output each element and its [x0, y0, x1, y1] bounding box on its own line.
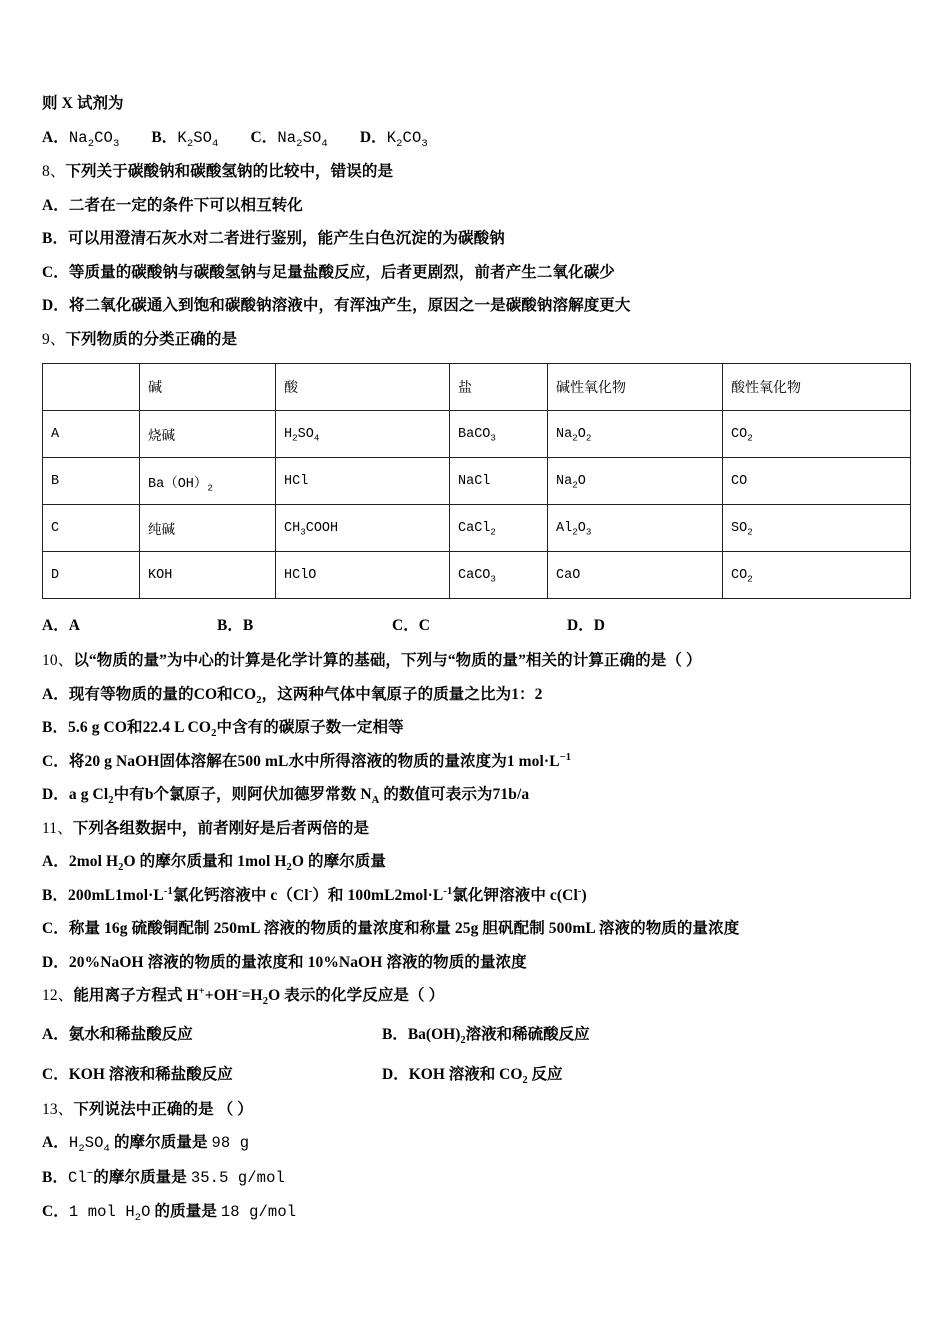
option-text: 氨水和稀盐酸反应 [68, 1025, 193, 1043]
question-10-text: 以“物质的量”为中心的计算是化学计算的基础，下列与“物质的量”相关的计算正确的是（ ） [73, 652, 702, 669]
cell-acidic-oxide: CO [723, 458, 911, 505]
row-label: C [43, 505, 140, 552]
row-label: B [43, 458, 140, 505]
question-9-number: 9、 [42, 330, 66, 348]
classification-table-wrapper [42, 363, 910, 599]
cell-acid: $CH_3COOH$ [276, 505, 450, 552]
option-label: A． [42, 1134, 69, 1151]
option-text: 二者在一定的条件下可以相互转化 [68, 196, 303, 214]
option-text: KOH 溶液和稀盐酸反应 [68, 1065, 233, 1083]
question-8-text: 下列关于碳酸钠和碳酸氢钠的比较中，错误的是 [65, 163, 394, 180]
cell-base: KOH [140, 552, 276, 599]
question-10-number: 10、 [42, 652, 74, 669]
table-row [43, 552, 911, 599]
question-12-number: 12、 [42, 987, 74, 1004]
option-label: A． [42, 853, 69, 870]
question-9-option-d[interactable]: D．D [567, 617, 605, 634]
question-11-option-c[interactable]: C．称量 16g 硫酸铜配制 250mL 溶液的物质的量浓度和称量 25g 胆矾配制 500mL 溶液的物质的量浓度 [42, 920, 740, 937]
question-13-option-b[interactable]: B．Cl−的摩尔质量是 35.5 g/mol [42, 1167, 285, 1187]
question-8-option-a[interactable] [42, 198, 910, 214]
cell-basic-oxide: $Na_2O_2$ [548, 411, 723, 458]
row-label: A [43, 411, 140, 458]
question-11-option-d[interactable]: D．20%NaOH 溶液的物质的量浓度和 10%NaOH 溶液的物质的量浓度 [42, 953, 527, 971]
option-label: B． [382, 1025, 408, 1043]
question-10-option-c[interactable]: C．将20 g NaOH固体溶解在500 mL水中所得溶液的物质的量浓度为1 $mol\cdot L^{-1}$ [42, 751, 572, 770]
cell-acid: HClO [276, 552, 450, 599]
question-13-stem [42, 1102, 910, 1118]
table-header-acidic-oxide: 酸性氧化物 [723, 364, 911, 411]
cell-acidic-oxide: $SO_2$ [723, 505, 911, 552]
option-label: C． [42, 752, 69, 770]
option-label: A． [42, 1025, 69, 1043]
page-content [42, 96, 910, 1239]
cell-acidic-oxide: $CO_2$ [723, 411, 911, 458]
question-8-option-d[interactable] [42, 298, 910, 314]
classification-table [42, 363, 911, 599]
option-label: C． [42, 1065, 69, 1083]
table-header-base: 碱 [140, 364, 276, 411]
question-9-stem [42, 332, 910, 348]
option-label: C． [42, 920, 69, 937]
question-13-number: 13、 [42, 1100, 74, 1118]
table-row [43, 458, 911, 505]
option-label: D． [382, 1065, 409, 1083]
option-label: C． [42, 263, 69, 281]
cell-basic-oxide: $Na_2O$ [548, 458, 723, 505]
table-header-basic-oxide: 碱性氧化物 [548, 364, 723, 411]
table-header-row [43, 364, 911, 411]
cell-base: 烧碱 [140, 411, 276, 458]
table-row [43, 505, 911, 552]
cell-basic-oxide: $Al_2O_3$ [548, 505, 723, 552]
question-10-stem [42, 653, 910, 669]
option-text: 可以用澄清石灰水对二者进行鉴别，能产生白色沉淀的为碳酸钠 [68, 230, 505, 247]
cell-salt: CaCl$_2$ [450, 505, 548, 552]
option-label: B． [42, 1168, 69, 1186]
question-9-text: 下列物质的分类正确的是 [65, 330, 238, 348]
table-header-salt: 盐 [450, 364, 548, 411]
question-9-answer-row [42, 613, 910, 635]
cell-salt: BaCO$_3$ [450, 411, 548, 458]
option-label: A． [42, 196, 69, 214]
question-8-option-c[interactable] [42, 265, 910, 281]
question-9-option-a[interactable]: A．A [42, 617, 80, 634]
q7-inline-options: A．$Na_2CO_3$ B．$K_2SO_4$ C．$Na_2SO_4$ D．$K_2CO_3$ [42, 128, 428, 150]
question-9-option-b[interactable]: B．B [217, 617, 254, 634]
option-text: 将二氧化碳通入到饱和碳酸钠溶液中，有浑浊产生，原因之一是碳酸钠溶解度更大 [68, 297, 631, 314]
question-8-option-b[interactable] [42, 231, 910, 247]
question-13-text: 下列说法中正确的是 （ ） [73, 1100, 253, 1118]
question-12-stem: 12、能用离子方程式 $H^++OH^-=H_2O$ 表示的化学反应是（ ） [42, 985, 445, 1008]
option-label: B． [42, 719, 69, 736]
row-label: D [43, 552, 140, 599]
table-row [43, 411, 911, 458]
table-header-blank [43, 364, 140, 411]
question-12-option-row-2 [42, 1062, 910, 1084]
option-label: C． [42, 1203, 69, 1220]
question-12-option-c[interactable] [42, 1062, 382, 1084]
question-11-stem [42, 821, 910, 837]
cell-basic-oxide: CaO [548, 552, 723, 599]
option-label: D． [42, 786, 69, 803]
option-label: A． [42, 685, 69, 703]
question-11-option-b[interactable]: B．$200mL1mol\cdot L^{-1}$氯化钙溶液中 c（Cl-）和 $100mL2mol\cdot L^{-1}$氯化钾溶液中 c(Cl-) [42, 885, 587, 904]
option-label: D． [42, 953, 69, 971]
cell-acid: $H_2SO_4$ [276, 411, 450, 458]
option-text: 等质量的碳酸钠与碳酸氢钠与足量盐酸反应，后者更剧烈，前者产生二氧化碳少 [68, 263, 615, 281]
cell-base: 纯碱 [140, 505, 276, 552]
question-12-option-b[interactable]: B．$Ba(OH)_2$溶液和稀硫酸反应 [382, 1025, 590, 1046]
cell-base: $Ba(OH)_2$ [140, 458, 276, 505]
cell-salt: NaCl [450, 458, 548, 505]
table-header-acid: 酸 [276, 364, 450, 411]
cell-acid: HCl [276, 458, 450, 505]
question-11-number: 11、 [42, 819, 73, 837]
cell-acidic-oxide: $CO_2$ [723, 552, 911, 599]
question-10-option-b[interactable]: B．5.6 g CO和22.4 L $CO_2$中含有的碳原子数一定相等 [42, 719, 404, 740]
question-8-stem [42, 164, 910, 180]
lead-line: 则 X 试剂为 [42, 95, 124, 112]
option-label: D． [42, 297, 69, 314]
option-label: B． [42, 230, 69, 247]
question-12-option-a[interactable] [42, 1022, 382, 1044]
question-9-option-c[interactable]: C．C [392, 617, 430, 634]
question-13-option-a[interactable]: A．$H_2SO_4$ 的摩尔质量是 98 g [42, 1134, 250, 1156]
question-11-text: 下列各组数据中，前者刚好是后者两倍的是 [72, 819, 370, 837]
question-8-number: 8、 [42, 163, 66, 180]
question-12-option-row-1 [42, 1022, 910, 1044]
cell-salt: CaCO$_3$ [450, 552, 548, 599]
question-10-option-d[interactable]: D．a g $Cl_2$中有b个氯原子，则阿伏加德罗常数 $N_A$ 的数值可表示为71b/a [42, 786, 530, 807]
question-10-option-a[interactable]: A．现有等物质的量的CO和$CO_2$，这两种气体中氧原子的质量之比为1：2 [42, 685, 543, 706]
option-label: B． [42, 886, 69, 904]
question-12-option-d[interactable]: D．KOH 溶液和 $CO_2$ 反应 [382, 1065, 563, 1086]
question-13-option-c[interactable]: C．1 mol $H_2O$ 的质量是 18 g/mol [42, 1203, 297, 1225]
question-11-option-a[interactable]: A．2mol $H_2O$ 的摩尔质量和 1mol $H_2O$ 的摩尔质量 [42, 853, 387, 874]
